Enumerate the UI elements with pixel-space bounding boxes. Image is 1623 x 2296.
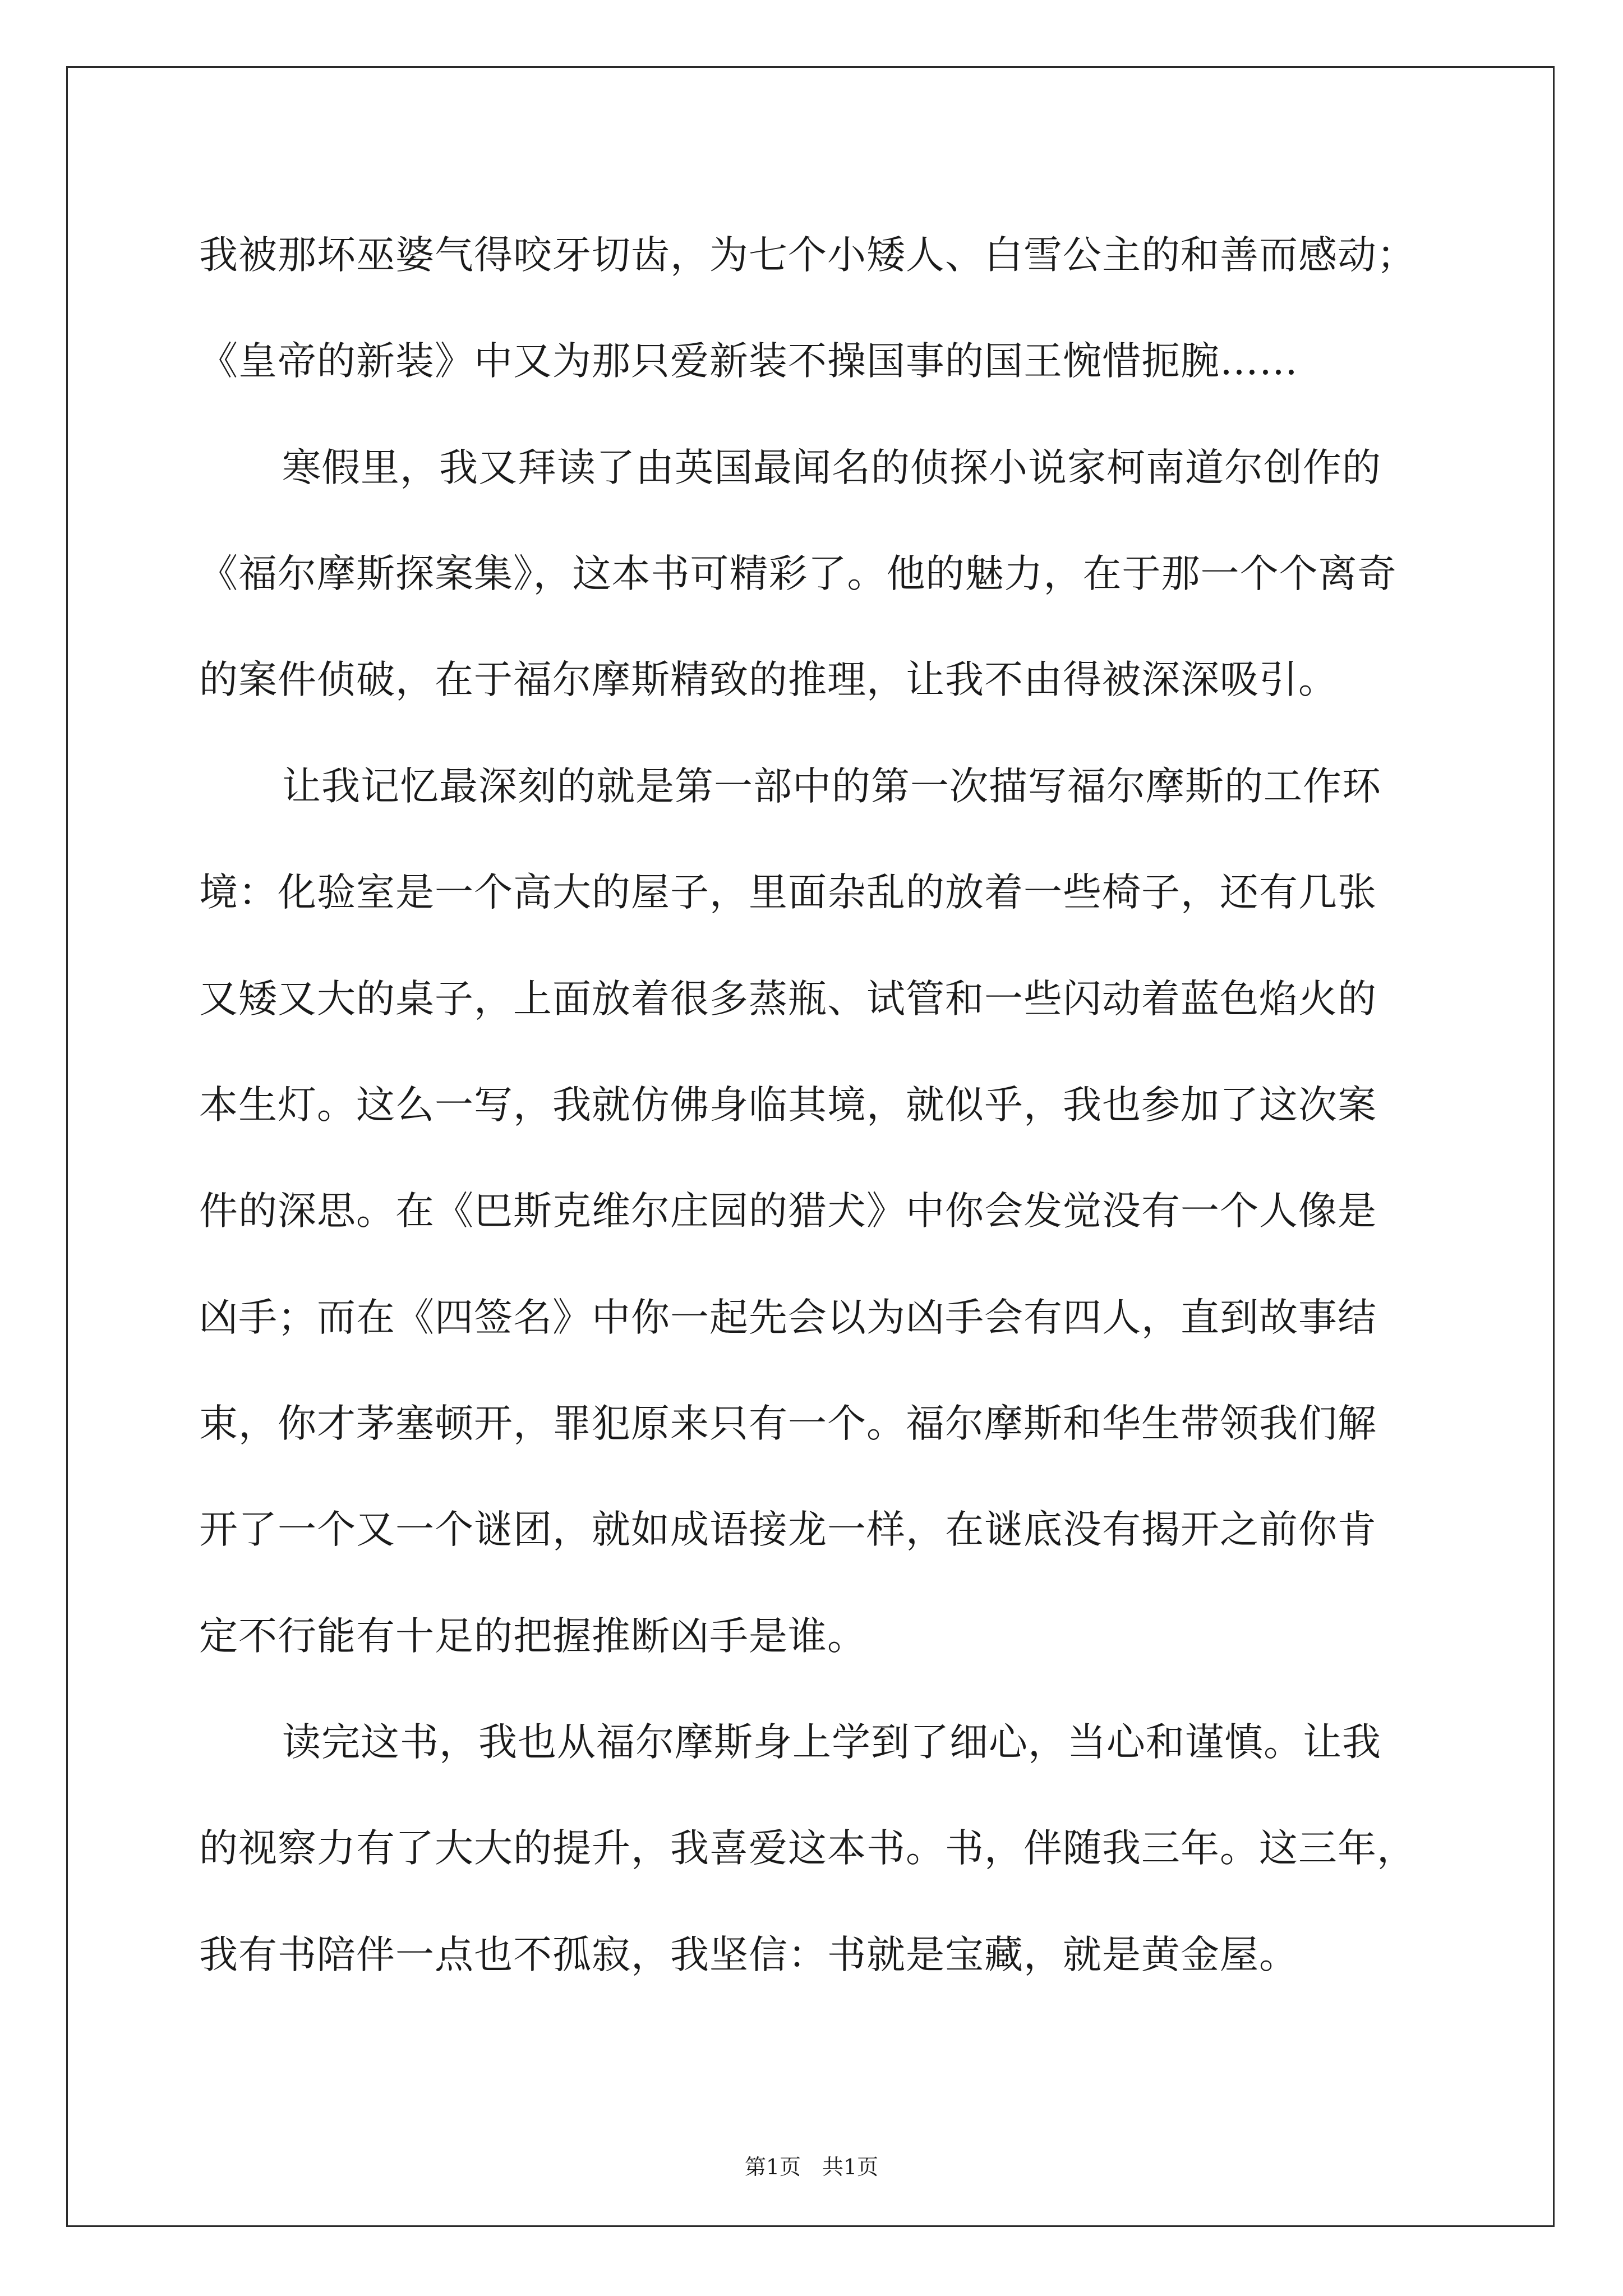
paragraph-first-line: 寒假里，我又拜读了由英国最闻名的侦探小说家柯南道尔创作的 (282, 445, 1381, 490)
page-border (66, 66, 1555, 2227)
paragraph-first-line: 读完这书，我也从福尔摩斯身上学到了细心，当心和谨慎。让我 (282, 1720, 1381, 1765)
text-line: 开了一个又一个谜团，就如成语接龙一样，在谜底没有揭开之前你肯 (199, 1507, 1377, 1552)
text-line: 本生灯。这么一写，我就仿佛身临其境，就似乎，我也参加了这次案 (199, 1083, 1377, 1128)
text-line: 的案件侦破，在于福尔摩斯精致的推理，让我不由得被深深吸引。 (199, 657, 1338, 702)
text-line: 凶手；而在《四签名》中你一起先会以为凶手会有四人，直到故事结 (199, 1295, 1377, 1340)
text-line: 境：化验室是一个高大的屋子，里面杂乱的放着一些椅子，还有几张 (199, 870, 1377, 915)
text-line: 束，你才茅塞顿开，罪犯原来只有一个。福尔摩斯和华生带领我们解 (199, 1401, 1377, 1446)
page-number-footer: 第1页 共1页 (744, 2155, 879, 2179)
text-line: 件的深思。在《巴斯克维尔庄园的猎犬》中你会发觉没有一个人像是 (199, 1189, 1377, 1234)
text-line: 我有书陪伴一点也不孤寂，我坚信：书就是宝藏，就是黄金屋。 (199, 1932, 1298, 1977)
text-line: 《福尔摩斯探案集》，这本书可精彩了。他的魅力，在于那一个个离奇 (199, 551, 1397, 596)
text-line: 的视察力有了大大的提升，我喜爱这本书。书，伴随我三年。这三年， (199, 1826, 1416, 1871)
text-line: 定不行能有十足的把握推断凶手是谁。 (199, 1614, 866, 1659)
text-line: 我被那坏巫婆气得咬牙切齿，为七个小矮人、白雪公主的和善而感动； (199, 233, 1416, 278)
paragraph-first-line: 让我记忆最深刻的就是第一部中的第一次描写福尔摩斯的工作环 (282, 764, 1381, 809)
text-line: 又矮又大的桌子，上面放着很多蒸瓶、试管和一些闪动着蓝色焰火的 (199, 977, 1377, 1022)
text-line: 《皇帝的新装》中又为那只爱新装不操国事的国王惋惜扼腕…… (199, 339, 1298, 384)
